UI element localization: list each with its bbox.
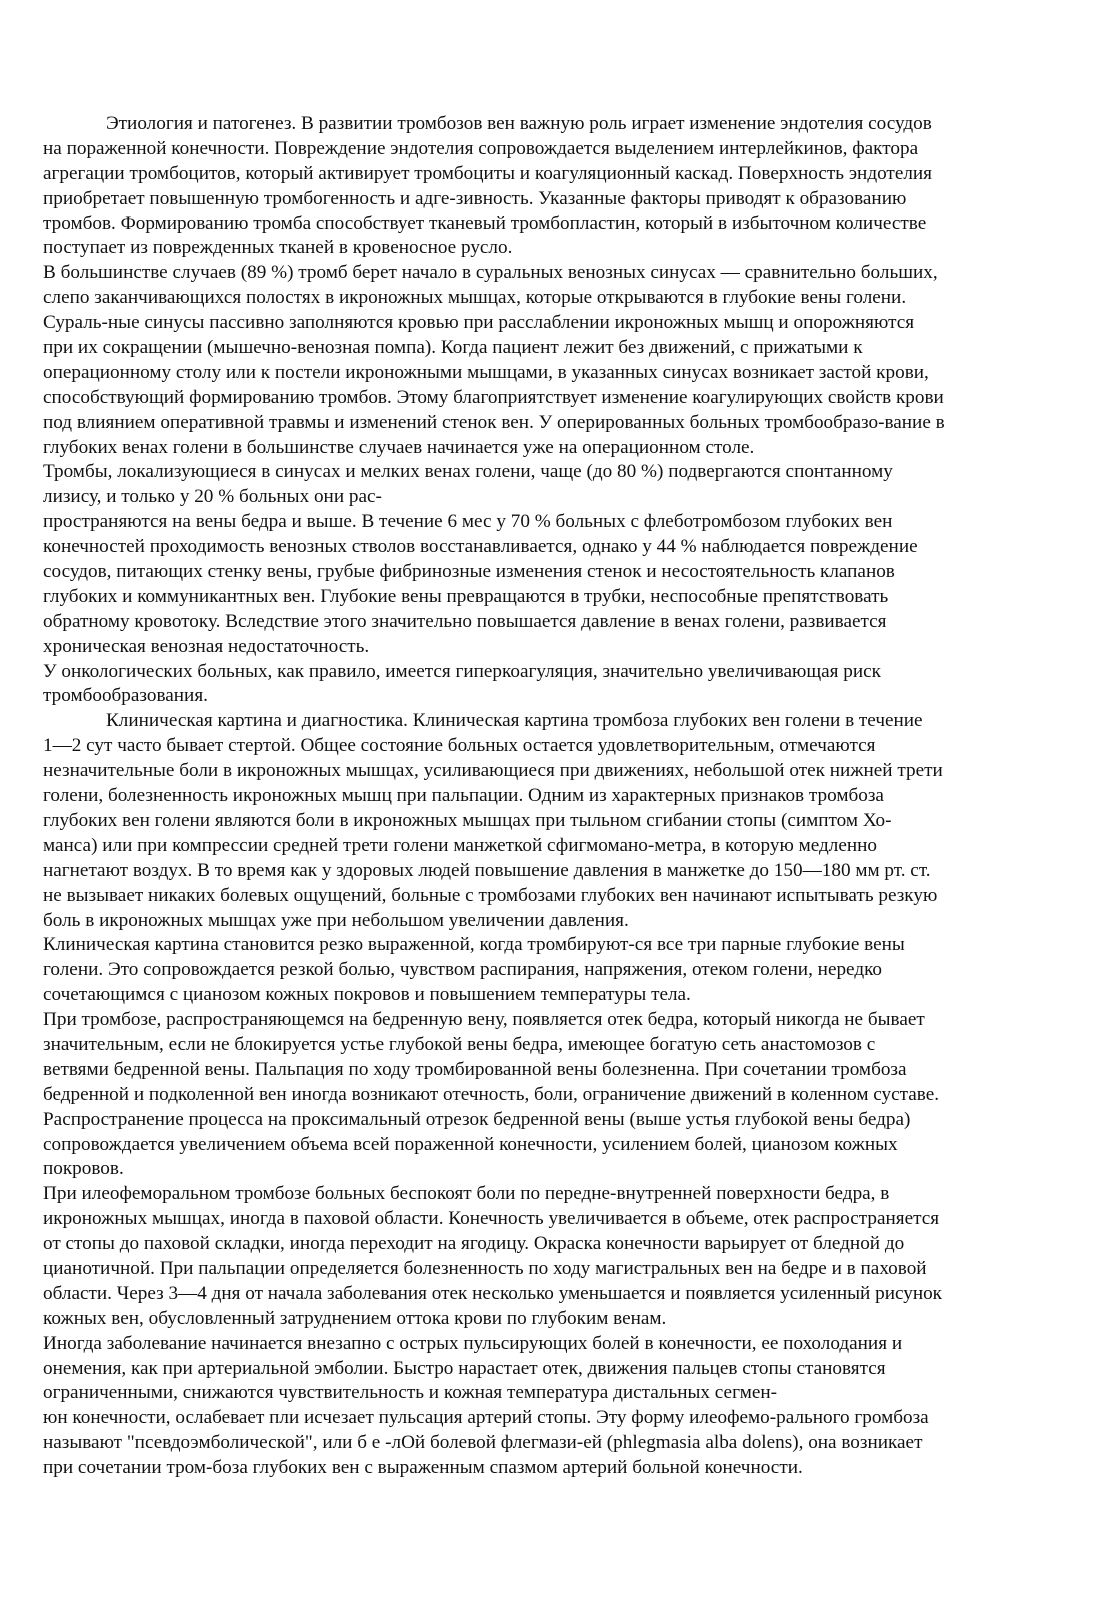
text-line: сосудов, питающих стенку вены, грубые фибринозные изменения стенок и несостоятельность клапанов (43, 561, 895, 583)
text-line: При тромбозе, распространяющемся на бедренную вену, появляется отек бедра, который никогда не бывает (43, 1009, 925, 1031)
text-line: области. Через 3—4 дня от начала заболевания отек несколько уменьшается и появляется усиленный рисунок (43, 1282, 943, 1304)
text-line: при их сокращении (мышечно-венозная помпа). Когда пациент лежит без движений, с прижатыми к (43, 337, 863, 359)
text-line: под влиянием оперативной травмы и изменений стенок вен. У оперированных больных тромбообразо-вание в (43, 411, 945, 433)
text-line: сопровождается увеличением объема всей пораженной конечности, усилением болей, цианозом кожных (43, 1133, 898, 1155)
text-line: от стопы до паховой складки, иногда переходит на ягодицу. Окраска конечности варьирует от бледной до (43, 1233, 905, 1255)
text-line: голени, болезненность икроножных мышц при пальпации. Одним из характерных признаков тромбоза (43, 785, 884, 807)
text-line: При илеофеморальном тромбозе больных беспокоят боли по передне-внутренней поверхности бедра, в (43, 1183, 890, 1205)
text-line: способствующий формированию тромбов. Этому благоприятствует изменение коагулирующих свойств крови (43, 386, 944, 408)
text-line: В большинстве случаев (89 %) тромб берет начало в суральных венозных синусах — сравнительно больших, (43, 262, 938, 284)
text-line: операционному столу или к постели икроножными мышцами, в указанных синусах возникает застой крови, (43, 361, 929, 383)
text-line: конечностей проходимость венозных стволов восстанавливается, однако у 44 % наблюдается повреждение (43, 536, 918, 558)
text-line: покровов. (43, 1158, 124, 1180)
text-line: глубоких венах голени в большинстве случаев начинается уже на операционном столе. (43, 436, 755, 458)
text-line: нагнетают воздух. В то время как у здоровых людей повышение давления в манжетке до 150—180 мм рт. ст. (43, 859, 931, 881)
text-line: ветвями бедренной вены. Пальпация по ходу тромбированной вены болезненна. При сочетании тромбоза (43, 1058, 907, 1080)
text-line: пространяются на вены бедра и выше. В течение 6 мес у 70 % больных с флеботромбозом глубоких вен (43, 511, 893, 533)
text-line: Тромбы, локализующиеся в синусах и мелких венах голени, чаще (до 80 %) подвергаются спонтанному (43, 461, 893, 483)
document-text-body (43, 112, 1067, 1481)
text-line: поступает из поврежденных тканей в кровеносное русло. (43, 237, 513, 259)
text-line: агрегации тромбоцитов, который активирует тромбоциты и коагуляционный каскад. Поверхность эндотелия (43, 162, 933, 184)
text-line: тромбов. Формированию тромба способствует тканевый тромбопластин, который в избыточном количестве (43, 212, 927, 234)
text-line: Клиническая картина и диагностика. Клиническая картина тромбоза глубоких вен голени в течение (106, 710, 923, 732)
text-line: Иногда заболевание начинается внезапно с острых пульсирующих болей в конечности, ее похолодания и (43, 1332, 903, 1354)
text-line: незначительные боли в икроножных мышцах, усиливающиеся при движениях, небольшой отек нижней трети (43, 760, 943, 782)
text-line: тромбообразования. (43, 685, 208, 707)
text-line: голени. Это сопровождается резкой болью, чувством распирания, напряжения, отеком голени, нередко (43, 959, 883, 981)
text-line: Клиническая картина становится резко выраженной, когда тромбируют-ся все три парные глубокие вены (43, 934, 905, 956)
text-line: бедренной и подколенной вен иногда возникают отечность, боли, ограничение движений в коленном суставе. (43, 1083, 940, 1105)
text-line: глубоких вен голени являются боли в икроножных мышцах при тыльном сгибании стопы (симптом Хо- (43, 809, 892, 831)
text-line: ограниченными, снижаются чувствительность и кожная температура дистальных сегмен- (43, 1382, 778, 1404)
text-line: цианотичной. При пальпации определяется болезненность по ходу магистральных вен на бедре и в паховой (43, 1257, 927, 1279)
text-line: кожных вен, обусловленный затруднением оттока крови по глубоким венам. (43, 1307, 667, 1329)
text-line: лизису, и только у 20 % больных они рас- (43, 486, 382, 508)
text-line: юн конечности, ослабевает пли исчезает пульсация артерий стопы. Эту форму илеофемо-рального громбоза (43, 1407, 929, 1429)
text-line: глубоких и коммуникантных вен. Глубокие вены превращаются в трубки, неспособные препятствовать (43, 585, 889, 607)
text-line: Сураль-ные синусы пассивно заполняются кровью при расслаблении икроножных мышц и опорожняются (43, 312, 915, 334)
text-line: не вызывает никаких болевых ощущений, больные с тромбозами глубоких вен начинают испытывать резкую (43, 884, 938, 906)
text-line: Распространение процесса на проксимальный отрезок бедренной вены (выше устья глубокой вены бедра) (43, 1108, 911, 1130)
text-line: Этиология и патогенез. В развитии тромбозов вен важную роль играет изменение эндотелия сосудов (106, 113, 932, 134)
text-line: У онкологических больных, как правило, имеется гиперкоагуляция, значительно увеличивающая риск (43, 660, 881, 682)
text-line: при сочетании тром-боза глубоких вен с выраженным спазмом артерий больной конечности. (43, 1457, 803, 1479)
text-line: боль в икроножных мышцах уже при небольшом увеличении давления. (43, 909, 629, 931)
text-line: онемения, как при артериальной эмболии. Быстро нарастает отек, движения пальцев стопы становятся (43, 1357, 886, 1379)
text-line: хроническая венозная недостаточность. (43, 635, 370, 657)
text-line: обратному кровотоку. Вследствие этого значительно повышается давление в венах голени, развивается (43, 610, 887, 632)
text-line: приобретает повышенную тромбогенность и адге-зивность. Указанные факторы приводят к образованию (43, 187, 907, 209)
text-line: слепо заканчивающихся полостях в икроножных мышцах, которые открываются в глубокие вены голени. (43, 287, 907, 309)
text-line: называют "псевдоэмболической", или б е -лОй болевой флегмази-ей (phlegmasia alba dolens), она возникает (43, 1432, 923, 1454)
text-line: 1—2 сут часто бывает стертой. Общее состояние больных остается удовлетворительным, отмечаются (43, 735, 876, 757)
text-line: на пораженной конечности. Повреждение эндотелия сопровождается выделением интерлейкинов, фактора (43, 137, 919, 159)
text-line: манса) или при компрессии средней трети голени манжеткой сфигмомано-метра, в которую медленно (43, 834, 877, 856)
text-line: икроножных мышцах, иногда в паховой области. Конечность увеличивается в объеме, отек распространяется (43, 1208, 940, 1230)
text-line: сочетающимся с цианозом кожных покровов и повышением температуры тела. (43, 984, 691, 1006)
text-line: значительным, если не блокируется устье глубокой вены бедра, имеющее богатую сеть анастомозов с (43, 1033, 876, 1055)
